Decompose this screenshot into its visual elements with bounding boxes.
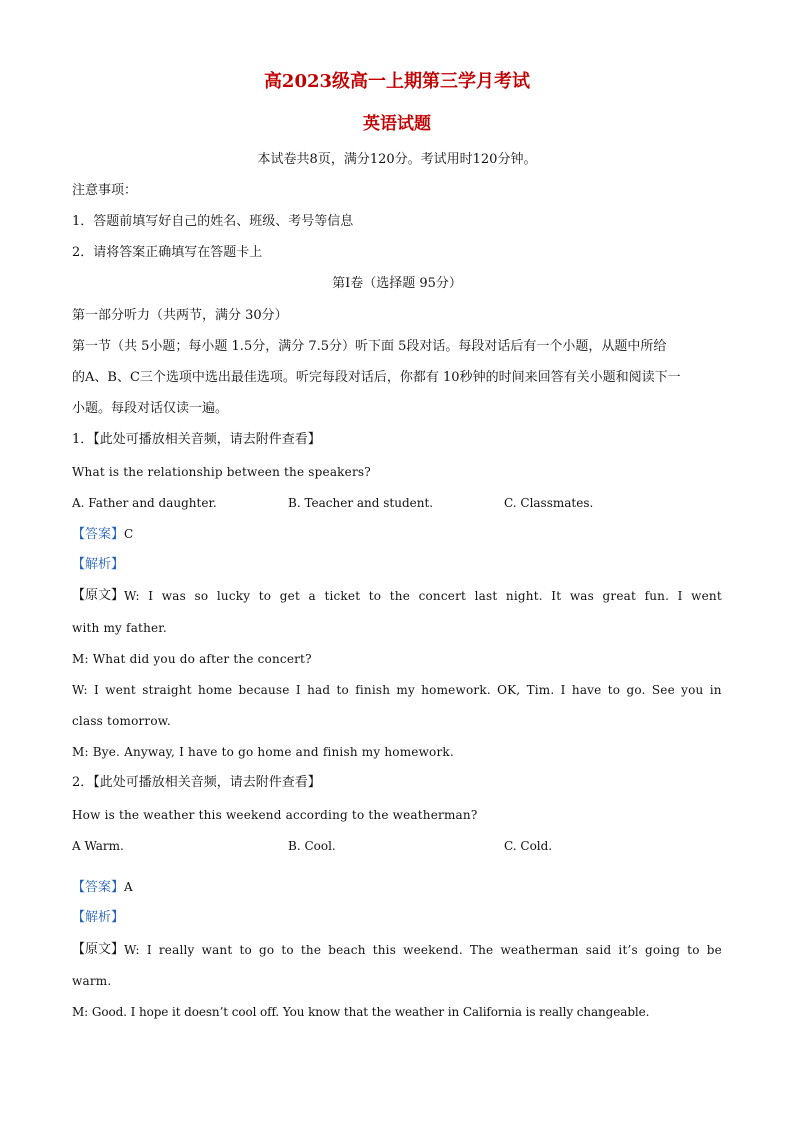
q1-transcript-word: went <box>691 589 722 603</box>
q1-number: 1． <box>72 432 94 447</box>
q2-option-a: A Warm. <box>72 839 124 853</box>
q1-audio-note: 【此处可播放相关音频，请去附件查看】 <box>93 432 321 447</box>
q2-transcript-word: it’s <box>618 943 638 957</box>
q2-transcript-word: want <box>201 943 233 957</box>
q1-transcript-word: finish <box>355 683 391 697</box>
q1-transcript-line-3 <box>72 682 722 698</box>
q1-transcript-word: fun. <box>644 589 670 603</box>
q1-transcript-word: you <box>681 683 704 697</box>
q1-transcript-line-1b: with my father. <box>72 621 167 635</box>
q1-transcript-word: I <box>295 683 301 697</box>
q1-transcript-word: night. <box>505 589 543 603</box>
q2-transcript-word: weekend. <box>403 943 463 957</box>
q1-transcript-word: home <box>198 683 233 697</box>
q2-transcript-word: I <box>146 943 152 957</box>
q1-answer-value: C <box>124 527 134 541</box>
q2-transcript-words <box>124 942 722 958</box>
q1-transcript-word: Tim. <box>526 683 555 697</box>
q1-transcript-word: was <box>569 589 594 603</box>
q2-answer <box>72 879 133 896</box>
q1-answer-tag: 【答案】 <box>72 527 125 542</box>
q2-audio-note: 【此处可播放相关音频，请去附件查看】 <box>93 775 321 790</box>
q2-transcript-word: to <box>239 943 252 957</box>
q1-transcript-word: to <box>607 683 621 697</box>
q2-transcript-word: be <box>706 943 722 957</box>
q1-transcript-word: straight <box>142 683 192 697</box>
q1-source-tag: 【原文】 <box>72 588 125 603</box>
q1-transcript-word: the <box>389 589 411 603</box>
q1-transcript-word: great <box>602 589 637 603</box>
q1-transcript-line-1 <box>72 588 722 604</box>
q1-transcript-word: have <box>571 683 602 697</box>
q1-transcript-word: so <box>194 589 209 603</box>
q1-transcript-word: concert <box>418 589 467 603</box>
q2-transcript-word: really <box>158 943 195 957</box>
q1-transcript-word: It <box>551 589 562 603</box>
q1-transcript-word: last <box>474 589 498 603</box>
q2-question: How is the weather this weekend according to the weatherman? <box>72 808 478 822</box>
q2-transcript-word: weatherman <box>500 943 579 957</box>
q1-transcript-word: I <box>148 589 154 603</box>
q1-transcript-word: was <box>161 589 186 603</box>
q2-transcript-word: The <box>469 943 494 957</box>
q1-transcript-word: I <box>560 683 566 697</box>
q1-transcript-words <box>124 588 722 604</box>
q2-transcript-word: to <box>281 943 294 957</box>
q1-transcript-word: my <box>396 683 415 697</box>
q1-transcript-word: See <box>651 683 675 697</box>
q1-transcript-word: homework. <box>421 683 491 697</box>
q1-transcript-word: get <box>279 589 300 603</box>
q1-transcript-word: to <box>368 589 382 603</box>
q2-header <box>72 775 321 791</box>
q2-transcript-word: going <box>644 943 681 957</box>
q2-transcript-word: beach <box>328 943 366 957</box>
q1-transcript-word: ticket <box>324 589 361 603</box>
note-item-2: 2．请将答案正确填写在答题卡上 <box>72 245 263 260</box>
q1-transcript-word: went <box>105 683 136 697</box>
q1-transcript-word: OK, <box>497 683 521 697</box>
q1-transcript-word: a <box>308 589 316 603</box>
q1-analysis-tag: 【解析】 <box>72 557 125 572</box>
q2-transcript-line-1b: warm. <box>72 974 112 988</box>
q2-transcript-word: said <box>585 943 612 957</box>
q2-transcript-word: the <box>300 943 322 957</box>
q1-option-a: A. Father and daughter. <box>72 496 217 510</box>
q1-transcript-line-4: M: Bye. Anyway, I have to go home and finish my homework. <box>72 745 454 759</box>
q1-transcript-word: because <box>238 683 290 697</box>
exam-info: 本试卷共8页，满分120分。考试用时120分钟。 <box>257 152 537 167</box>
section-instructions-line-1: 第一节（共 5小题；每小题 1.5分，满分 7.5分）听下面 5段对话。每段对话后有一个小题，从题中所给 <box>72 339 667 354</box>
q2-number: 2． <box>72 775 94 790</box>
exam-subtitle: 英语试题 <box>363 114 431 134</box>
q1-option-b: B. Teacher and student. <box>288 496 434 510</box>
q1-transcript-word: go. <box>626 683 646 697</box>
q2-source-tag: 【原文】 <box>72 942 125 957</box>
exam-title: 高2023级高一上期第三学月考试 <box>263 71 531 92</box>
q2-option-b: B. Cool. <box>288 839 336 853</box>
volume-heading: 第I卷（选择题 95分） <box>332 276 462 291</box>
q1-transcript-word: I <box>677 589 683 603</box>
q1-transcript-line-3b: class tomorrow. <box>72 714 171 728</box>
section-instructions-line-3: 小题。每段对话仅读一遍。 <box>72 401 229 416</box>
q2-analysis-tag: 【解析】 <box>72 910 125 925</box>
q2-transcript-word: this <box>372 943 397 957</box>
q1-transcript-word: to <box>258 589 272 603</box>
q2-transcript-word: W: <box>124 943 140 957</box>
note-item-1: 1．答题前填写好自己的姓名、班级、考号等信息 <box>72 214 354 229</box>
q1-transcript-word: in <box>709 683 722 697</box>
q2-transcript-word: go <box>258 943 275 957</box>
q1-transcript-word: I <box>94 683 99 697</box>
section-instructions-line-2: 的A、B、C三个选项中选出最佳选项。听完每段对话后，你都有 10秒钟的时间来回答有关小题和阅读下一 <box>72 370 681 385</box>
part1-heading: 第一部分听力（共两节，满分 30分） <box>72 308 288 323</box>
notes-heading: 注意事项： <box>72 183 138 198</box>
q2-transcript-word: to <box>687 943 700 957</box>
q1-option-c: C. Classmates. <box>504 496 594 510</box>
q1-transcript-word: lucky <box>216 589 251 603</box>
q2-transcript-line-1 <box>72 942 722 958</box>
q1-header <box>72 432 321 448</box>
q1-transcript-word: W: <box>124 589 140 603</box>
q1-transcript-word: had <box>307 683 331 697</box>
q1-transcript-word: to <box>336 683 349 697</box>
q1-question: What is the relationship between the speakers? <box>72 465 371 479</box>
q1-transcript-word: W: <box>72 683 88 697</box>
q2-option-c: C. Cold. <box>504 839 553 853</box>
q1-transcript-line-2: M: What did you do after the concert? <box>72 652 312 666</box>
q2-transcript-line-2: M: Good. I hope it doesn’t cool off. You know that the weather in California is really changeable. <box>72 1005 650 1019</box>
q2-answer-tag: 【答案】 <box>72 880 125 895</box>
q1-answer <box>72 526 133 543</box>
q2-answer-value: A <box>124 880 133 894</box>
